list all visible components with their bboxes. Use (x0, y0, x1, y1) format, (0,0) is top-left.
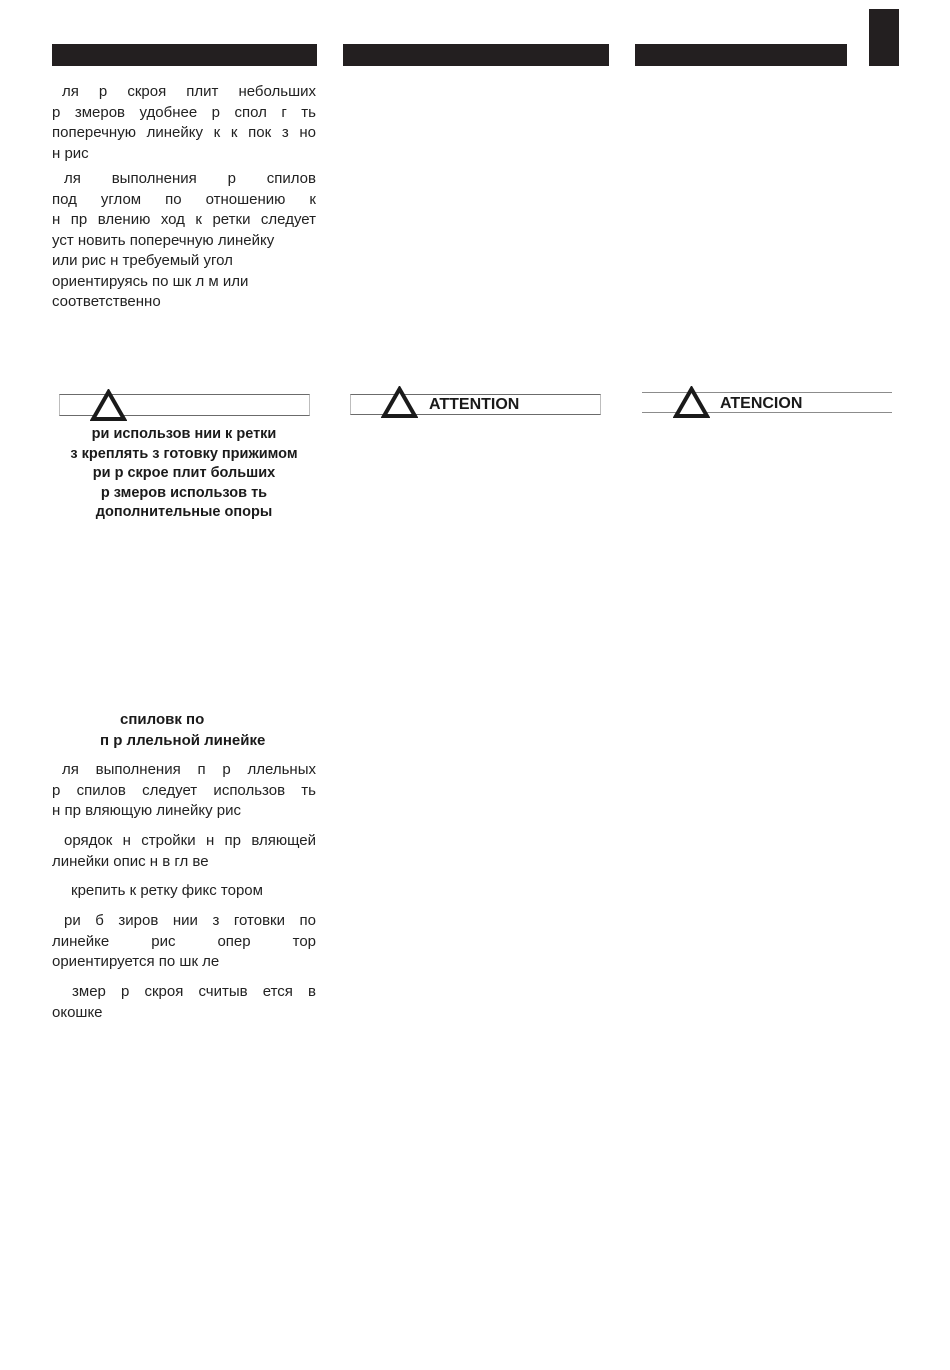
text-line: орядок н стройки н пр вляющей (64, 832, 316, 849)
text-line: н пр влению ход к ретки следует (52, 211, 316, 228)
text-line: дополнительные опоры (95, 504, 273, 520)
page-section-tab (869, 9, 899, 66)
text-line: ориентируется по шк ле (52, 953, 220, 970)
text-line: линейки опис н в гл ве (52, 852, 209, 870)
text-line: ля выполнения п р ллельных (62, 761, 316, 778)
warning-triangle-icon (381, 386, 418, 419)
text-line: или рис н требуемый угол (52, 252, 233, 269)
text-line: р змеров использов ть (100, 484, 268, 501)
column-header-bar-3 (635, 44, 847, 66)
rip-paragraph-2 (52, 831, 316, 872)
section-heading-line-1: спиловк по (120, 711, 205, 728)
text-line: ориентируясь по шк л м или (52, 272, 249, 290)
text-line: з креплять з готовку прижимом (70, 445, 298, 462)
text-line: змер р скроя считыв ется в (72, 983, 316, 1000)
text-line: соответственно (52, 293, 161, 310)
section-heading-line-2: п р ллельной линейке (100, 732, 266, 749)
column-header-bar-2 (343, 44, 609, 66)
intro-paragraph-1 (52, 82, 316, 164)
text-line: поперечную линейку к к пок з но (52, 124, 316, 141)
text-line: окошке (52, 1003, 103, 1021)
text-line: ри б зиров нии з готовки по (64, 912, 316, 929)
text-line: р змеров удобнее р спол г ть (52, 103, 316, 121)
rip-paragraph-1 (52, 760, 316, 822)
text-line: ля выполнения р спилов (64, 170, 316, 187)
text-line: ля р скроя плит небольших (62, 83, 316, 100)
text-line: ри использов нии к ретки (91, 426, 277, 442)
column-header-bar-1 (52, 44, 317, 66)
text-line: крепить к ретку фикс тором (71, 882, 263, 899)
text-line: р спилов следует использов ть (52, 781, 316, 799)
text-line: под углом по отношению к (52, 190, 316, 208)
text-line: уст новить поперечную линейку (52, 231, 275, 249)
rip-paragraph-4 (52, 911, 316, 973)
warning-triangle-icon (673, 386, 710, 419)
intro-paragraph-2 (52, 169, 316, 313)
text-line: линейке рис опер тор (52, 932, 316, 950)
text-line: н рис (52, 144, 89, 162)
text-line: ри р скрое плит больших (92, 465, 276, 481)
text-line: н пр вляющую линейку рис (52, 802, 242, 819)
warning-label-atencion: ATENCION (720, 395, 803, 412)
rip-paragraph-5 (52, 982, 316, 1023)
rip-paragraph-3 (52, 881, 316, 902)
warning-label-attention: ATTENTION (429, 396, 520, 413)
warning-text-1 (52, 425, 316, 523)
warning-triangle-icon (90, 389, 127, 422)
